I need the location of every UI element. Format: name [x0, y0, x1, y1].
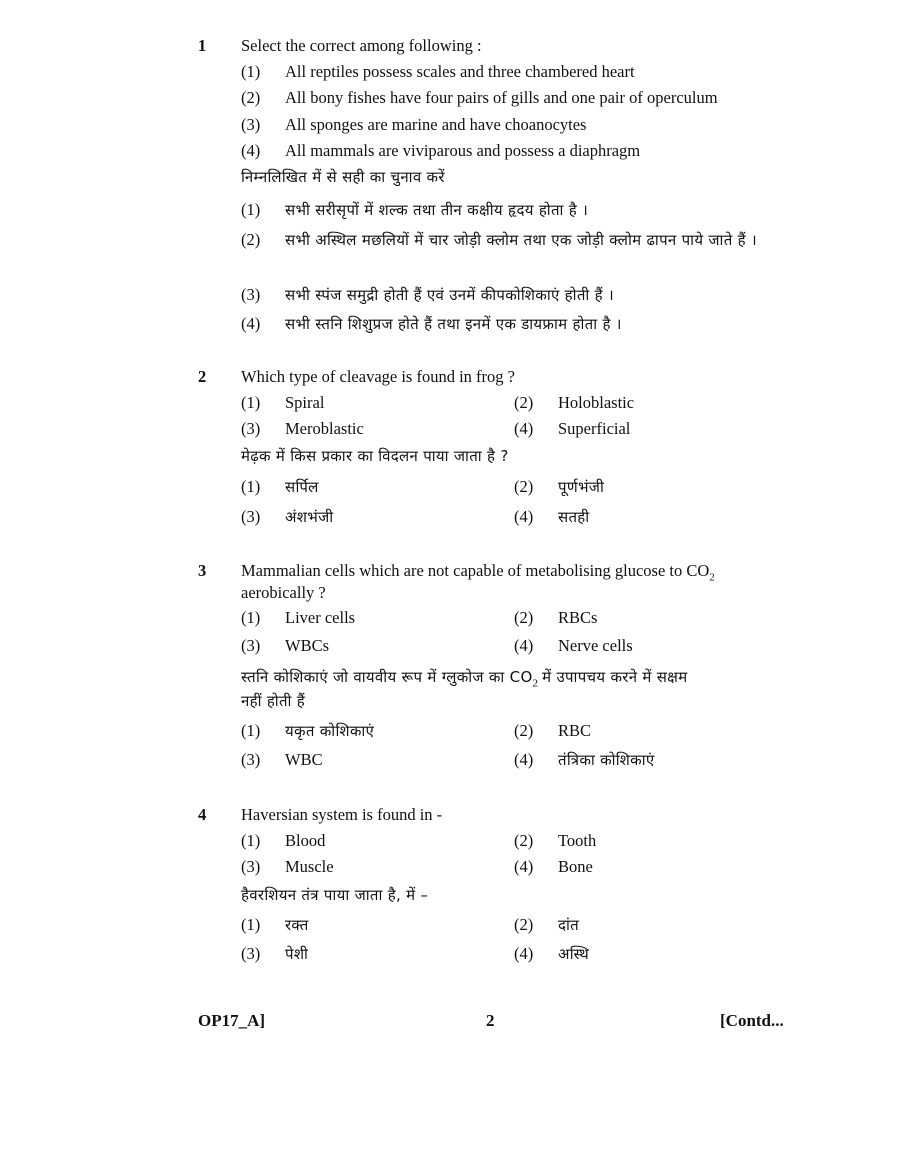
option-hi-1: (1) सर्पिल — [241, 477, 319, 496]
paper-code: OP17_A] — [198, 1011, 266, 1030]
option-en-2: (2) RBCs — [514, 608, 598, 627]
option-hi-1: (1) यकृत कोशिकाएं — [241, 721, 375, 740]
question-text-en: Haversian system is found in - — [241, 805, 443, 824]
option-en-4: (4) Nerve cells — [514, 636, 633, 655]
option-hi-3: (3) अंशभंजी — [241, 507, 334, 526]
question-number: 4 — [198, 805, 207, 824]
option-hi-2: (2) RBC — [514, 721, 592, 740]
option-hi-1: (1) रक्त — [241, 915, 309, 934]
question-text-en: Which type of cleavage is found in frog ? — [241, 367, 515, 386]
option-en-4: (4) Bone — [514, 857, 593, 876]
option-en-4: (4) All mammals are viviparous and possess a diaphragm — [241, 141, 641, 160]
option-hi-1: (1) सभी सरीसृपों में शल्क तथा तीन कक्षीय हृदय होता है । — [241, 200, 589, 219]
option-en-2: (2) Holoblastic — [514, 393, 635, 412]
option-hi-3: (3) सभी स्पंज समुद्री होती हैं एवं उनमें कीपकोशिकाएं होती हैं । — [241, 285, 614, 304]
option-en-1: (1) Liver cells — [241, 608, 356, 627]
option-hi-3: (3) WBC — [241, 750, 323, 769]
option-en-3: (3) Muscle — [241, 857, 334, 876]
question-text-en-cont: aerobically ? — [241, 583, 326, 602]
continued-marker: [Contd... — [720, 1011, 784, 1030]
option-en-3: (3) WBCs — [241, 636, 330, 655]
question-text-hi: मेढ़क में किस प्रकार का विदलन पाया जाता है ? — [241, 447, 509, 465]
option-hi-3: (3) पेशी — [241, 944, 309, 963]
question-text-hi: निम्नलिखित में से सही का चुनाव करें — [241, 168, 445, 186]
option-hi-4: (4) सतही — [514, 507, 590, 526]
option-en-1: (1) Blood — [241, 831, 326, 850]
option-en-3: (3) All sponges are marine and have choanocytes — [241, 115, 587, 134]
option-hi-4: (4) अस्थि — [514, 944, 590, 963]
question-text-en: Select the correct among following : — [241, 36, 482, 55]
option-hi-2: (2) सभी अस्थिल मछलियों में चार जोड़ी क्लोम तथा एक जोड़ी क्लोम ढापन पाये जाते हैं । — [241, 230, 757, 249]
option-en-2: (2) Tooth — [514, 831, 597, 850]
option-en-1: (1) Spiral — [241, 393, 325, 412]
option-hi-2: (2) दांत — [514, 915, 580, 934]
question-text-hi: स्तनि कोशिकाएं जो वायवीय रूप में ग्लुकोज का $CO_2$ में उपापचय करने में सक्षम — [241, 668, 688, 690]
question-text-en: Mammalian cells which are not capable of metabolising glucose to $CO_2$ — [241, 561, 715, 584]
question-number: 2 — [198, 367, 207, 386]
question-number: 3 — [198, 561, 207, 580]
question-text-hi-cont: नहीं होती हैं — [241, 692, 306, 710]
question-text-hi: हैवरशियन तंत्र पाया जाता है, में – — [241, 886, 429, 904]
question-number: 1 — [198, 36, 207, 55]
option-hi-4: (4) तंत्रिका कोशिकाएं — [514, 750, 655, 769]
option-en-4: (4) Superficial — [514, 419, 631, 438]
option-en-3: (3) Meroblastic — [241, 419, 364, 438]
option-en-1: (1) All reptiles possess scales and three chambered heart — [241, 62, 635, 81]
option-hi-4: (4) सभी स्तनि शिशुप्रज होते हैं तथा इनमें एक डायफ्राम होता है । — [241, 314, 622, 333]
option-en-2: (2) All bony fishes have four pairs of gills and one pair of operculum — [241, 88, 718, 107]
option-hi-2: (2) पूर्णभंजी — [514, 477, 605, 496]
page-number: 2 — [486, 1011, 495, 1030]
